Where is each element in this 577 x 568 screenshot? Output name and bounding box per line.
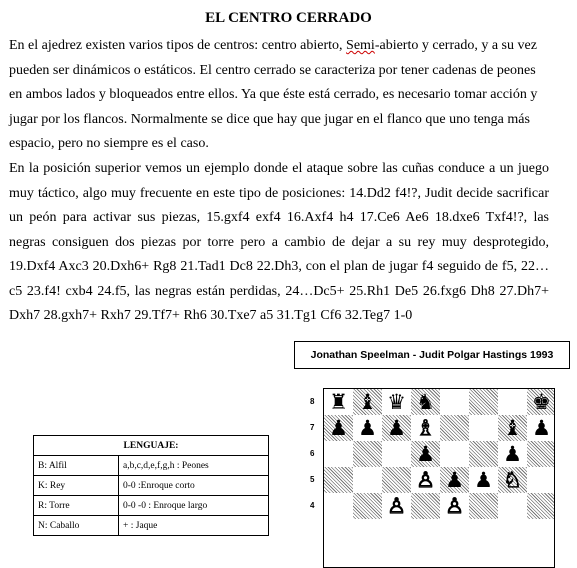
board-square: [498, 415, 527, 441]
chess-piece: ♝: [503, 415, 522, 440]
chess-piece: ♚: [532, 389, 551, 414]
chess-piece: ♟: [329, 415, 348, 440]
chess-piece: ♝: [358, 389, 377, 414]
chess-piece: ♟: [387, 415, 406, 440]
chess-board: [323, 388, 555, 568]
chess-piece: ♙: [416, 467, 435, 492]
board-square: [469, 415, 498, 441]
board-square: [498, 493, 527, 519]
chess-piece: ♟: [532, 415, 551, 440]
board-square: [440, 441, 469, 467]
board-square: [382, 493, 411, 519]
board-square: [498, 467, 527, 493]
chess-piece: ♟: [416, 441, 435, 466]
board-square: [411, 441, 440, 467]
intro-paragraph: En el ajedrez existen varios tipos de centros: centro abierto, Semi-abierto y cerrado, y a su vez pueden ser dinámicos o estáticos. El centro cerrado se caracteriza por tener cadenas de peones en ambos lados y bloqueados entre ellos. Ya que éste está cerrado, es necesario tomar acción y jugar por los flancos. Normalmente se dice que hay que jugar en el flanco que uno tenga más espacio, pero no siempre es el caso.: [9, 38, 538, 151]
chess-piece: ♟: [474, 467, 493, 492]
chess-piece: ♙: [387, 493, 406, 518]
board-square: [382, 467, 411, 493]
rank-label: 8: [310, 397, 315, 406]
legend-cell: B: Alfil: [34, 456, 119, 476]
board-square: [353, 441, 382, 467]
chess-piece: ♛: [387, 389, 406, 414]
board-square: [440, 493, 469, 519]
chess-piece: ♙: [445, 493, 464, 518]
board-square: [324, 389, 353, 415]
board-square: [324, 493, 353, 519]
chess-piece: ♜: [329, 389, 348, 414]
legend-cell: + : Jaque: [119, 516, 269, 536]
notation-legend-table: [33, 435, 269, 536]
chess-piece: ♘: [503, 467, 522, 492]
chess-piece: ♟: [503, 441, 522, 466]
board-square: [353, 389, 382, 415]
board-square: [324, 415, 353, 441]
board-square: [324, 467, 353, 493]
page-title: EL CENTRO CERRADO: [205, 10, 372, 26]
board-square: [527, 493, 555, 519]
game-caption: Jonathan Speelman - Judit Polgar Hastings 1993: [294, 341, 570, 369]
analysis-paragraph: En la posición superior vemos un ejemplo donde el ataque sobre las cuñas conduce a un juego muy táctico, algo muy frecuente en este tipo de posiciones: 14.Dd2 f4!?, Judit decide sacrificar un peón para activar sus piezas, 15.gxf4 exf4 16.Axf4 h4 17.Ce6 Ae6 18.dxe6 Txf4!?, las negras consiguen dos piezas por torre pero a cambio de dejar a su rey muy desprotegido, 19.Dxf4 Axc3 20.Dxh6+ Rg8 21.Tad1 Dc8 22.Dh3, con el plan de jugar f4 seguido de f5, 22…c5 23.f4! cxb4 24.f5, las negras están perdidas, 24…Dc5+ 25.Rh1 De5 26.fxg6 Dh8 27.Dh7+ Dxh7 28.gxh7+ Rxh7 29.Tf7+ Rh6 30.Txe7 a5 31.Tg1 Cf6 32.Teg7 1-0: [9, 161, 549, 323]
board-square: [527, 441, 555, 467]
spellcheck-word: Semi: [346, 38, 375, 53]
board-square: [440, 389, 469, 415]
board-square: [527, 415, 555, 441]
board-square: [527, 467, 555, 493]
board-square: [469, 493, 498, 519]
board-square: [382, 389, 411, 415]
rank-label: 7: [310, 423, 315, 432]
legend-cell: 0-0 :Enroque corto: [119, 476, 269, 496]
board-square: [411, 389, 440, 415]
board-square: [411, 467, 440, 493]
rank-label: 4: [310, 501, 315, 510]
chess-piece: ♗: [416, 415, 435, 440]
board-square: [353, 415, 382, 441]
board-square: [469, 389, 498, 415]
board-square: [469, 441, 498, 467]
board-square: [498, 441, 527, 467]
board-square: [440, 467, 469, 493]
board-square: [353, 493, 382, 519]
legend-cell: 0-0 -0 : Enroque largo: [119, 496, 269, 516]
board-square: [411, 415, 440, 441]
chess-piece: ♞: [416, 389, 435, 414]
legend-cell: N: Caballo: [34, 516, 119, 536]
board-square: [469, 467, 498, 493]
board-square: [411, 493, 440, 519]
board-square: [353, 467, 382, 493]
board-square: [382, 415, 411, 441]
board-square: [324, 441, 353, 467]
rank-label: 5: [310, 475, 315, 484]
chess-piece: ♟: [358, 415, 377, 440]
board-square: [498, 389, 527, 415]
legend-cell: R: Torre: [34, 496, 119, 516]
board-square: [440, 415, 469, 441]
board-square: [527, 389, 555, 415]
rank-label: 6: [310, 449, 315, 458]
legend-header: LENGUAJE:: [34, 436, 269, 456]
legend-cell: K: Rey: [34, 476, 119, 496]
legend-cell: a,b,c,d,e,f,g,h : Peones: [119, 456, 269, 476]
chess-piece: ♟: [445, 467, 464, 492]
board-square: [382, 441, 411, 467]
